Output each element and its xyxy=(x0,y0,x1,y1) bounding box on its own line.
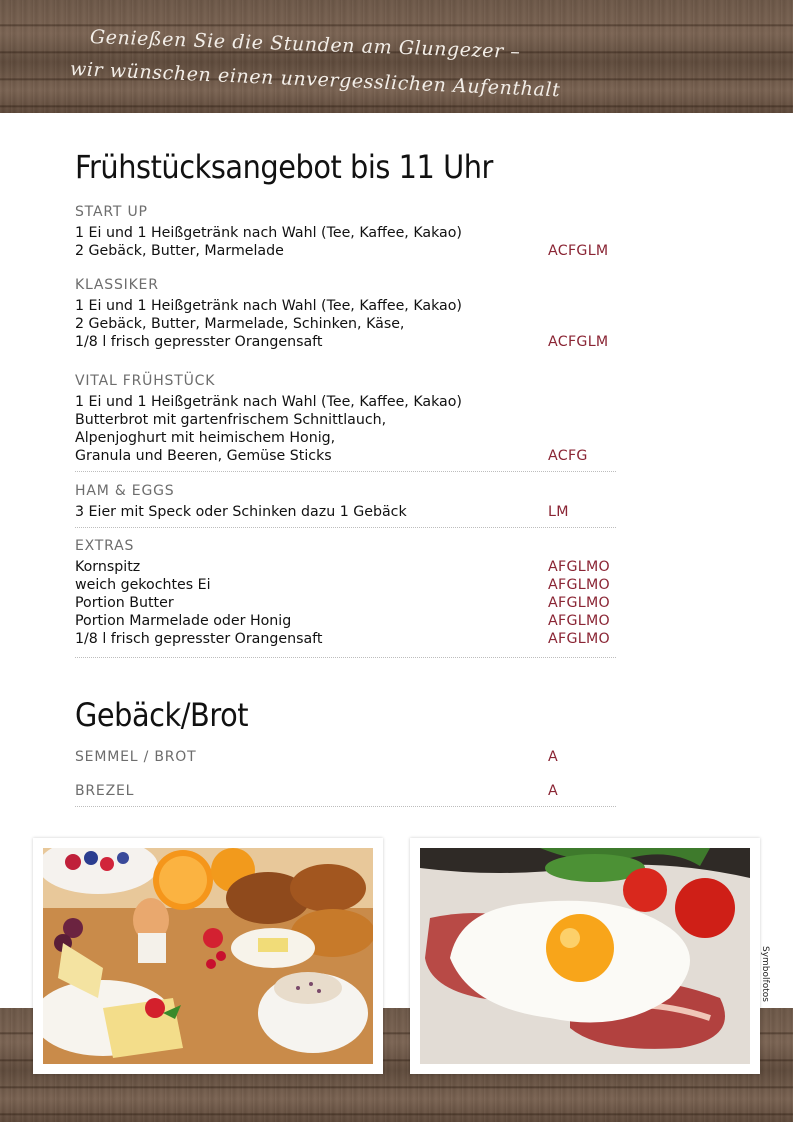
divider xyxy=(75,806,616,807)
vital-line-1: 1 Ei und 1 Heißgetränk nach Wahl (Tee, Kaffee, Kakao) xyxy=(75,394,462,410)
start-up-line-1: 1 Ei und 1 Heißgetränk nach Wahl (Tee, Kaffee, Kakao) xyxy=(75,225,462,241)
vital-line-2: Butterbrot mit gartenfrischem Schnittlauch, xyxy=(75,412,387,428)
start-up-allergens: ACFGLM xyxy=(548,243,609,259)
fried-egg-photo xyxy=(410,838,760,1074)
vital-line-3: Alpenjoghurt mit heimischem Honig, xyxy=(75,430,336,446)
section-title-extras: EXTRAS xyxy=(75,538,135,554)
divider xyxy=(75,657,616,658)
section-title-start-up: START UP xyxy=(75,204,148,220)
extras-item-allergens: AFGLMO xyxy=(548,595,610,611)
klassiker-line-2: 2 Gebäck, Butter, Marmelade, Schinken, Käse, xyxy=(75,316,405,332)
fried-egg-bacon-image xyxy=(420,848,750,1064)
extras-item-allergens: AFGLMO xyxy=(548,559,610,575)
extras-item: Portion Marmelade oder Honig xyxy=(75,613,292,629)
extras-item: 1/8 l frisch gepresster Orangensaft xyxy=(75,631,323,647)
klassiker-line-1: 1 Ei und 1 Heißgetränk nach Wahl (Tee, Kaffee, Kakao) xyxy=(75,298,462,314)
extras-item-allergens: AFGLMO xyxy=(548,631,610,647)
bread-item-semmel: SEMMEL / BROT xyxy=(75,749,197,765)
extras-item: Kornspitz xyxy=(75,559,141,575)
bread-heading: Gebäck/Brot xyxy=(75,696,249,734)
breakfast-heading: Frühstücksangebot bis 11 Uhr xyxy=(75,148,493,186)
header-slogan-line-2: wir wünschen einen unvergesslichen Aufenthalt xyxy=(69,58,561,102)
divider xyxy=(75,471,616,472)
symbolfotos-note: Symbolfotos xyxy=(760,946,770,1002)
header-slogan-line-1: Genießen Sie die Stunden am Glungezer – xyxy=(89,26,521,64)
header-wood-banner xyxy=(0,0,793,113)
divider xyxy=(75,527,616,528)
section-title-klassiker: KLASSIKER xyxy=(75,277,159,293)
extras-item: weich gekochtes Ei xyxy=(75,577,211,593)
bread-item-semmel-allergens: A xyxy=(548,749,559,765)
breakfast-spread-image xyxy=(43,848,373,1064)
extras-item: Portion Butter xyxy=(75,595,174,611)
klassiker-allergens: ACFGLM xyxy=(548,334,609,350)
ham-eggs-allergens: LM xyxy=(548,504,569,520)
section-title-ham-eggs: HAM & EGGS xyxy=(75,483,175,499)
ham-eggs-line-1: 3 Eier mit Speck oder Schinken dazu 1 Gebäck xyxy=(75,504,407,520)
bread-item-brezel: BREZEL xyxy=(75,783,135,799)
breakfast-photo xyxy=(33,838,383,1074)
section-title-vital: VITAL FRÜHSTÜCK xyxy=(75,373,216,389)
start-up-line-2: 2 Gebäck, Butter, Marmelade xyxy=(75,243,284,259)
bread-item-brezel-allergens: A xyxy=(548,783,559,799)
klassiker-line-3: 1/8 l frisch gepresster Orangensaft xyxy=(75,334,323,350)
vital-line-4: Granula und Beeren, Gemüse Sticks xyxy=(75,448,332,464)
extras-item-allergens: AFGLMO xyxy=(548,577,610,593)
vital-allergens: ACFG xyxy=(548,448,588,464)
extras-item-allergens: AFGLMO xyxy=(548,613,610,629)
